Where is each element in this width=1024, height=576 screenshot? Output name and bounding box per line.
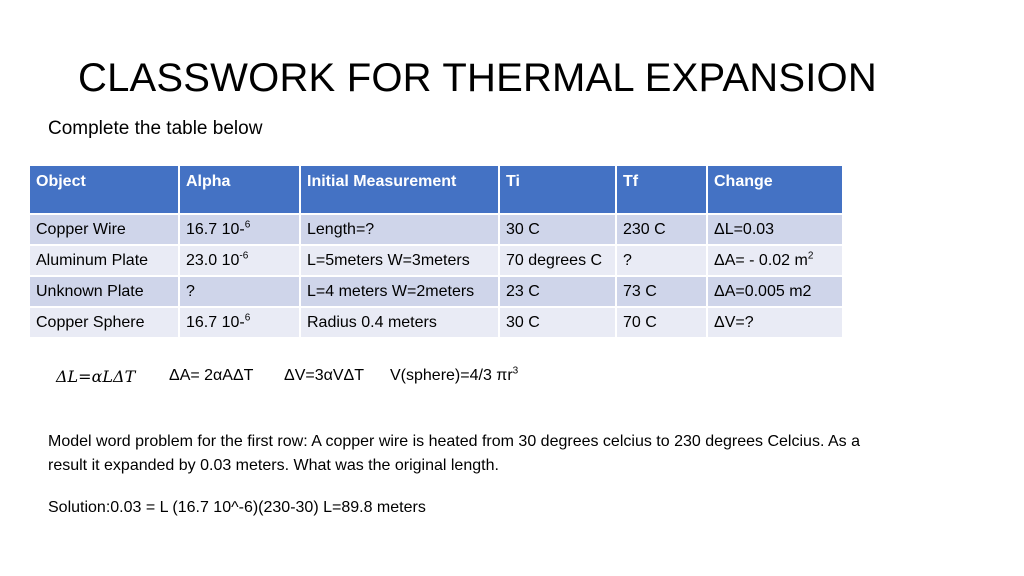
- cell-initial: Radius 0.4 meters: [300, 307, 499, 338]
- cell-alpha: [179, 276, 300, 307]
- sphere-exponent: 3: [512, 365, 519, 377]
- change-value: ΔV=?: [714, 313, 754, 331]
- cell-tf: 73 C: [616, 276, 707, 307]
- subtitle: Complete the table below: [48, 118, 263, 139]
- cell-change: [707, 276, 843, 307]
- word-problem: Model word problem for the first row: A copper wire is heated from 30 degrees celcius to 230 degrees Celcius. As a result it expanded by 0.03 meters. What was the original length.: [48, 433, 860, 474]
- table-row: [29, 307, 843, 338]
- alpha-value: ?: [186, 282, 195, 300]
- header-ti: Ti: [499, 165, 616, 214]
- alpha-value: 16.7 10-: [186, 313, 245, 331]
- solution-text: Solution:0.03 = L (16.7 10^-6)(230-30) L=89.8 meters: [48, 499, 426, 516]
- change-exponent: 2: [807, 250, 814, 262]
- cell-ti: 30 C: [499, 307, 616, 338]
- header-object: Object: [29, 165, 179, 214]
- linear-expansion-formula: ΔL=αLΔT: [56, 367, 136, 386]
- cell-initial: L=5meters W=3meters: [300, 245, 499, 276]
- alpha-exponent: 6: [244, 219, 251, 231]
- cell-alpha: [179, 214, 300, 245]
- cell-object: Unknown Plate: [29, 276, 179, 307]
- cell-tf: 70 C: [616, 307, 707, 338]
- expansion-table: [28, 164, 844, 339]
- cell-object: Aluminum Plate: [29, 245, 179, 276]
- volume-expansion-formula: ΔV=3αVΔT: [284, 367, 364, 384]
- cell-initial: L=4 meters W=2meters: [300, 276, 499, 307]
- cell-ti: 30 C: [499, 214, 616, 245]
- table-header-row: [29, 165, 843, 214]
- cell-alpha: [179, 307, 300, 338]
- alpha-exponent: 6: [244, 312, 251, 324]
- cell-tf: 230 C: [616, 214, 707, 245]
- cell-change: [707, 307, 843, 338]
- change-value: ΔA=0.005 m2: [714, 282, 812, 300]
- cell-tf: ?: [616, 245, 707, 276]
- change-value: ΔA= - 0.02 m: [714, 251, 808, 269]
- alpha-exponent: -6: [239, 250, 249, 262]
- cell-object: Copper Sphere: [29, 307, 179, 338]
- cell-alpha: [179, 245, 300, 276]
- cell-change: [707, 214, 843, 245]
- alpha-value: 16.7 10-: [186, 220, 245, 238]
- table-row: [29, 214, 843, 245]
- cell-change: [707, 245, 843, 276]
- page-title: CLASSWORK FOR THERMAL EXPANSION: [78, 56, 877, 100]
- alpha-value: 23.0 10: [186, 251, 240, 269]
- area-expansion-formula: ΔA= 2αAΔT: [169, 367, 254, 384]
- header-change: Change: [707, 165, 843, 214]
- header-initial-measurement: Initial Measurement: [300, 165, 499, 214]
- table-row: [29, 276, 843, 307]
- sphere-volume-formula: [390, 367, 518, 385]
- cell-ti: 23 C: [499, 276, 616, 307]
- cell-initial: Length=?: [300, 214, 499, 245]
- table-row: [29, 245, 843, 276]
- cell-ti: 70 degrees C: [499, 245, 616, 276]
- header-tf: Tf: [616, 165, 707, 214]
- change-value: ΔL=0.03: [714, 220, 775, 238]
- cell-object: Copper Wire: [29, 214, 179, 245]
- sphere-formula-text: V(sphere)=4/3 πr: [390, 367, 513, 384]
- header-alpha: Alpha: [179, 165, 300, 214]
